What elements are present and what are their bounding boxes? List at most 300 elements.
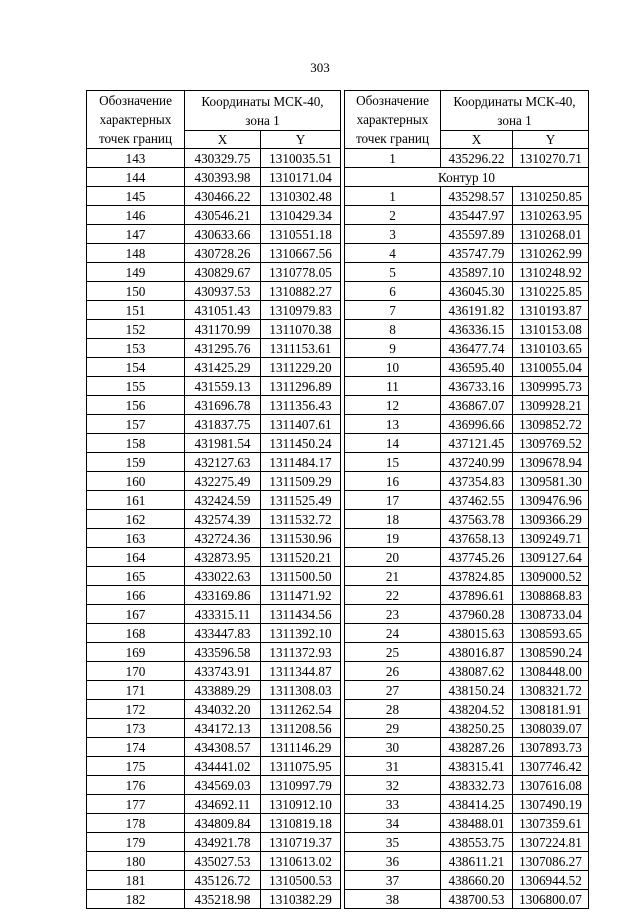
table-row [345,548,589,567]
y-value: 1308593.65 [513,624,589,643]
x-value: 430546.21 [185,206,261,225]
table-row [345,871,589,890]
y-value: 1309678.94 [513,453,589,472]
point-id: 150 [87,282,185,301]
x-value: 433447.83 [185,624,261,643]
x-value: 431559.13 [185,377,261,396]
y-value: 1311434.56 [261,605,341,624]
table-row [345,453,589,472]
y-value: 1307086.27 [513,852,589,871]
table-row [87,795,341,814]
table-row [87,548,341,567]
y-value: 1311509.29 [261,472,341,491]
contour-label: Контур 10 [345,168,589,187]
y-value: 1310719.37 [261,833,341,852]
y-value: 1309366.29 [513,510,589,529]
y-value: 1310035.51 [261,149,341,168]
point-id: 3 [345,225,441,244]
y-value: 1307616.08 [513,776,589,795]
point-id: 157 [87,415,185,434]
y-value: 1310263.95 [513,206,589,225]
x-value: 435296.22 [441,149,513,168]
table-row [345,662,589,681]
y-value: 1310248.92 [513,263,589,282]
table-row [87,567,341,586]
y-value: 1310262.99 [513,244,589,263]
table-row [345,814,589,833]
point-id: 148 [87,244,185,263]
point-id: 169 [87,643,185,662]
point-id: 17 [345,491,441,510]
y-value: 1307224.81 [513,833,589,852]
y-value: 1310382.29 [261,890,341,909]
point-id: 168 [87,624,185,643]
x-value: 434809.84 [185,814,261,833]
table-row [345,225,589,244]
point-id: 22 [345,586,441,605]
table-row [87,624,341,643]
point-id: 179 [87,833,185,852]
table-row [345,415,589,434]
x-value: 433022.63 [185,567,261,586]
y-value: 1310225.85 [513,282,589,301]
x-value: 431170.99 [185,320,261,339]
x-value: 432873.95 [185,548,261,567]
page-number: 303 [310,60,330,75]
table-row [87,415,341,434]
x-value: 435027.53 [185,852,261,871]
table-row [345,776,589,795]
x-value: 438414.25 [441,795,513,814]
y-value: 1309127.64 [513,548,589,567]
y-value: 1311392.10 [261,624,341,643]
point-id: 28 [345,700,441,719]
x-value: 436336.15 [441,320,513,339]
x-value: 430829.67 [185,263,261,282]
point-id: 153 [87,339,185,358]
y-value: 1310268.01 [513,225,589,244]
point-id: 152 [87,320,185,339]
x-value: 437240.99 [441,453,513,472]
y-value: 1311075.95 [261,757,341,776]
table-row [87,700,341,719]
table-row [345,149,589,168]
table-row [87,605,341,624]
table-row [345,719,589,738]
x-header: X [185,131,261,149]
x-value: 438015.63 [441,624,513,643]
x-value: 437462.55 [441,491,513,510]
point-id: 180 [87,852,185,871]
point-id: 19 [345,529,441,548]
x-value: 433743.91 [185,662,261,681]
x-value: 438016.87 [441,643,513,662]
point-id: 173 [87,719,185,738]
x-value: 437960.28 [441,605,513,624]
y-value: 1311450.24 [261,434,341,453]
table-row [87,833,341,852]
table-row [87,814,341,833]
point-id: 1 [345,187,441,206]
table-row [87,776,341,795]
x-value: 436191.82 [441,301,513,320]
y-value: 1311229.20 [261,358,341,377]
table-row [345,738,589,757]
y-value: 1311407.61 [261,415,341,434]
table-row [87,149,341,168]
x-value: 436477.74 [441,339,513,358]
y-value: 1311484.17 [261,453,341,472]
point-id: 14 [345,434,441,453]
point-id: 20 [345,548,441,567]
x-value: 438250.25 [441,719,513,738]
coordinates-header: Координаты МСК-40, зона 1 [185,91,341,131]
table-row [345,339,589,358]
y-value: 1310882.27 [261,282,341,301]
point-id: 8 [345,320,441,339]
y-value: 1311356.43 [261,396,341,415]
coordinates-table-right [344,90,589,909]
point-id: 172 [87,700,185,719]
x-value: 435447.97 [441,206,513,225]
table-row [87,719,341,738]
y-value: 1310055.04 [513,358,589,377]
coordinates-header: Координаты МСК-40, зона 1 [441,91,589,131]
x-value: 437354.83 [441,472,513,491]
x-value: 433889.29 [185,681,261,700]
point-id: 149 [87,263,185,282]
point-designation-header: Обозначение характерных точек границ [345,91,441,149]
table-row [345,833,589,852]
x-value: 432127.63 [185,453,261,472]
table-row [345,491,589,510]
table-row [345,795,589,814]
table-row [345,206,589,225]
table-row [87,434,341,453]
y-value: 1310270.71 [513,149,589,168]
y-value: 1310613.02 [261,852,341,871]
x-value: 433315.11 [185,605,261,624]
point-id: 163 [87,529,185,548]
x-value: 436595.40 [441,358,513,377]
y-value: 1308590.24 [513,643,589,662]
y-value: 1311070.38 [261,320,341,339]
y-value: 1310250.85 [513,187,589,206]
point-id: 26 [345,662,441,681]
point-id: 162 [87,510,185,529]
point-id: 159 [87,453,185,472]
y-value: 1308321.72 [513,681,589,700]
x-value: 438488.01 [441,814,513,833]
point-id: 170 [87,662,185,681]
point-id: 151 [87,301,185,320]
point-id: 167 [87,605,185,624]
y-value: 1307893.73 [513,738,589,757]
point-id: 166 [87,586,185,605]
table-row [345,529,589,548]
x-value: 436045.30 [441,282,513,301]
y-value: 1310193.87 [513,301,589,320]
x-value: 438287.26 [441,738,513,757]
x-value: 433169.86 [185,586,261,605]
y-value: 1309000.52 [513,567,589,586]
point-id: 5 [345,263,441,282]
point-id: 174 [87,738,185,757]
table-row [87,852,341,871]
table-row [345,434,589,453]
table-row [345,358,589,377]
table-row [87,339,341,358]
y-value: 1309476.96 [513,491,589,510]
table-row [345,852,589,871]
x-value: 438660.20 [441,871,513,890]
point-id: 32 [345,776,441,795]
table-row [87,757,341,776]
y-value: 1310103.65 [513,339,589,358]
table-row [345,377,589,396]
table-row [87,206,341,225]
point-id: 177 [87,795,185,814]
x-value: 436996.66 [441,415,513,434]
y-value: 1308181.91 [513,700,589,719]
x-value: 435126.72 [185,871,261,890]
point-designation-header: Обозначение характерных точек границ [87,91,185,149]
point-id: 1 [345,149,441,168]
point-id: 160 [87,472,185,491]
y-value: 1310778.05 [261,263,341,282]
table-row [87,491,341,510]
table-row [345,472,589,491]
y-value: 1310819.18 [261,814,341,833]
x-value: 432724.36 [185,529,261,548]
point-id: 27 [345,681,441,700]
table-row [87,187,341,206]
point-id: 176 [87,776,185,795]
x-value: 437824.85 [441,567,513,586]
point-id: 30 [345,738,441,757]
y-value: 1309928.21 [513,396,589,415]
y-value: 1308448.00 [513,662,589,681]
point-id: 13 [345,415,441,434]
table-row [345,586,589,605]
y-value: 1306800.07 [513,890,589,909]
y-value: 1311471.92 [261,586,341,605]
point-id: 144 [87,168,185,187]
point-id: 23 [345,605,441,624]
x-header: X [441,131,513,149]
table-row [345,244,589,263]
y-value: 1310551.18 [261,225,341,244]
table-row [87,681,341,700]
point-id: 33 [345,795,441,814]
x-value: 432574.39 [185,510,261,529]
table-row [87,510,341,529]
y-value: 1311146.29 [261,738,341,757]
table-row [87,358,341,377]
x-value: 434441.02 [185,757,261,776]
point-id: 146 [87,206,185,225]
table-row [345,282,589,301]
x-value: 438204.52 [441,700,513,719]
y-value: 1310153.08 [513,320,589,339]
point-id: 154 [87,358,185,377]
point-id: 35 [345,833,441,852]
table-row [87,225,341,244]
x-value: 437745.26 [441,548,513,567]
point-id: 9 [345,339,441,358]
point-id: 25 [345,643,441,662]
x-value: 435298.57 [441,187,513,206]
point-id: 156 [87,396,185,415]
table-row [87,244,341,263]
y-value: 1311532.72 [261,510,341,529]
x-value: 434172.13 [185,719,261,738]
x-value: 431837.75 [185,415,261,434]
y-value: 1310979.83 [261,301,341,320]
table-row [345,301,589,320]
x-value: 435897.10 [441,263,513,282]
y-value: 1309852.72 [513,415,589,434]
table-row [87,529,341,548]
y-value: 1306944.52 [513,871,589,890]
x-value: 431295.76 [185,339,261,358]
x-value: 437563.78 [441,510,513,529]
y-value: 1311208.56 [261,719,341,738]
y-value: 1311262.54 [261,700,341,719]
y-value: 1310302.48 [261,187,341,206]
y-header: Y [513,131,589,149]
y-value: 1311520.21 [261,548,341,567]
x-value: 430728.26 [185,244,261,263]
point-id: 143 [87,149,185,168]
point-id: 158 [87,434,185,453]
table-row [345,605,589,624]
x-value: 431696.78 [185,396,261,415]
y-value: 1307359.61 [513,814,589,833]
x-value: 435218.98 [185,890,261,909]
table-row [345,567,589,586]
point-id: 18 [345,510,441,529]
x-value: 436867.07 [441,396,513,415]
x-value: 430937.53 [185,282,261,301]
table-row [87,282,341,301]
y-value: 1311500.50 [261,567,341,586]
point-id: 29 [345,719,441,738]
point-id: 11 [345,377,441,396]
y-value: 1310429.34 [261,206,341,225]
table-row [87,643,341,662]
y-value: 1309995.73 [513,377,589,396]
y-value: 1309769.52 [513,434,589,453]
y-value: 1307746.42 [513,757,589,776]
x-value: 438087.62 [441,662,513,681]
x-value: 434569.03 [185,776,261,795]
table-row [87,662,341,681]
table-row [345,757,589,776]
point-id: 31 [345,757,441,776]
point-id: 155 [87,377,185,396]
x-value: 434032.20 [185,700,261,719]
x-value: 437896.61 [441,586,513,605]
y-value: 1311372.93 [261,643,341,662]
point-id: 161 [87,491,185,510]
x-value: 432424.59 [185,491,261,510]
x-value: 434308.57 [185,738,261,757]
table-row [87,871,341,890]
x-value: 434692.11 [185,795,261,814]
x-value: 437658.13 [441,529,513,548]
y-value: 1310912.10 [261,795,341,814]
table-row [345,643,589,662]
table-row [87,168,341,187]
x-value: 430329.75 [185,149,261,168]
x-value: 434921.78 [185,833,261,852]
table-row [87,738,341,757]
x-value: 438553.75 [441,833,513,852]
point-id: 171 [87,681,185,700]
contour-row [345,168,589,187]
x-value: 431981.54 [185,434,261,453]
point-id: 12 [345,396,441,415]
y-value: 1310667.56 [261,244,341,263]
table-row [345,396,589,415]
x-value: 433596.58 [185,643,261,662]
y-header: Y [261,131,341,149]
table-row [87,586,341,605]
table-row [87,263,341,282]
y-value: 1308733.04 [513,605,589,624]
y-value: 1308039.07 [513,719,589,738]
point-id: 181 [87,871,185,890]
x-value: 435747.79 [441,244,513,263]
table-row [87,301,341,320]
table-row [345,681,589,700]
point-id: 24 [345,624,441,643]
y-value: 1311344.87 [261,662,341,681]
y-value: 1309581.30 [513,472,589,491]
x-value: 437121.45 [441,434,513,453]
point-id: 182 [87,890,185,909]
y-value: 1311153.61 [261,339,341,358]
y-value: 1310997.79 [261,776,341,795]
table-row [87,396,341,415]
point-id: 6 [345,282,441,301]
x-value: 435597.89 [441,225,513,244]
x-value: 438150.24 [441,681,513,700]
table-row [345,624,589,643]
table-row [345,510,589,529]
point-id: 34 [345,814,441,833]
table-row [345,890,589,909]
y-value: 1311308.03 [261,681,341,700]
coordinates-table-left [86,90,341,909]
x-value: 430633.66 [185,225,261,244]
table-row [87,453,341,472]
x-value: 431051.43 [185,301,261,320]
x-value: 430466.22 [185,187,261,206]
point-id: 21 [345,567,441,586]
x-value: 430393.98 [185,168,261,187]
y-value: 1308868.83 [513,586,589,605]
table-row [345,263,589,282]
x-value: 432275.49 [185,472,261,491]
x-value: 438700.53 [441,890,513,909]
point-id: 164 [87,548,185,567]
y-value: 1310171.04 [261,168,341,187]
point-id: 178 [87,814,185,833]
x-value: 438611.21 [441,852,513,871]
table-row [345,320,589,339]
